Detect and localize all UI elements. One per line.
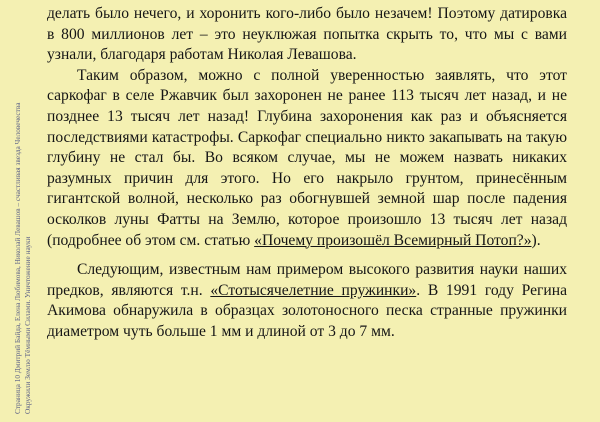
- paragraph-2: [47, 66, 567, 251]
- paragraph-1-text: делать было нечего, и хоронить кого-либо было незачем! Поэтому датировка в 800 миллионов лет – это неуклюжая попытка скрыть то, что мы с вами узнали, благодаря работам Николая Левашова.: [47, 5, 567, 64]
- side-note-line-2: Окружили Землю Тёмными Силами. Уничтожение науки: [23, 236, 32, 414]
- paragraph-3-text: Следующим, известным нам примером высокого развития науки наших предков, являются т.н.: [47, 261, 567, 299]
- springs-article-link[interactable]: «Стотысячелетние пружинки»: [210, 281, 417, 299]
- paragraph-2-text: Таким образом, можно с полной уверенностью заявлять, что этот саркофаг в селе Ржавчик был захоронен не ранее 113 тысяч лет назад, и не позднее 13 тысяч лет назад! Глубина захоронения как раз и объясняется последствиями катастрофы. Саркофаг специально никто закапывать на такую глубину не стал бы. Во всяком случае, мы не можем назвать никаких разумных причин для этого. Но его накрыло грунтом, принесённым гигантской волной, несколько раз обогнувшей земной шар после падения осколков луны Фатты на Землю, которое произошло 13 тысяч лет назад (подробнее об этом см. статью: [47, 66, 567, 249]
- paragraph-1: [47, 4, 567, 66]
- paragraph-gap: [47, 251, 567, 260]
- side-note-text: [13, 8, 33, 414]
- article-body: [47, 4, 567, 343]
- paragraph-3-tail: . В 1991 году Регина Акимова обнаружила в образцах золотоносного песка странные пружинки диаметром чуть больше 1 мм и длиной от 3 до 7 мм.: [47, 281, 567, 340]
- paragraph-3: [47, 260, 567, 342]
- paragraph-2-tail: ).: [531, 231, 541, 249]
- side-note-line-1: Страница 10 Дмитрий Байда, Елена Любимова, Николай Левашов – счастливая звезда Человечества: [13, 102, 22, 414]
- side-note: [0, 0, 46, 422]
- flood-article-link[interactable]: «Почему произошёл Всемирный Потоп?»: [254, 231, 532, 249]
